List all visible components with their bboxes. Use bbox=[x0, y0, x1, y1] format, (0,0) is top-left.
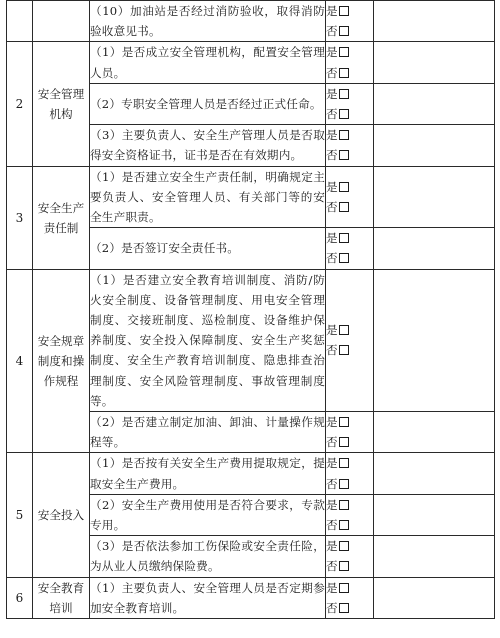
answer-cell bbox=[326, 494, 374, 535]
checkbox-icon[interactable] bbox=[339, 458, 349, 468]
remarks-cell[interactable] bbox=[374, 269, 495, 411]
no-option[interactable] bbox=[326, 145, 373, 165]
yes-label: 是 bbox=[326, 497, 338, 512]
answer-cell bbox=[326, 453, 374, 494]
table-row bbox=[7, 1, 495, 42]
checkbox-icon[interactable] bbox=[339, 500, 349, 510]
no-option[interactable] bbox=[326, 556, 373, 576]
category-label: 安全投入 bbox=[33, 453, 90, 577]
no-label: 否 bbox=[326, 148, 338, 163]
yes-label: 是 bbox=[326, 86, 338, 101]
table-row bbox=[7, 453, 495, 494]
yes-option[interactable] bbox=[326, 320, 373, 340]
check-item-text: （2）专职安全管理人员是否经过正式任命。 bbox=[90, 83, 326, 124]
yes-option[interactable] bbox=[326, 495, 373, 515]
checkbox-icon[interactable] bbox=[339, 68, 349, 78]
checkbox-icon[interactable] bbox=[339, 202, 349, 212]
checkbox-icon[interactable] bbox=[339, 479, 349, 489]
yes-label: 是 bbox=[326, 456, 338, 471]
no-label: 否 bbox=[326, 24, 338, 39]
yes-label: 是 bbox=[326, 323, 338, 338]
remarks-cell[interactable] bbox=[374, 412, 495, 453]
no-label: 否 bbox=[326, 343, 338, 358]
answer-cell bbox=[326, 577, 374, 618]
check-item-text: （2）是否签订安全责任书。 bbox=[90, 228, 326, 269]
checkbox-icon[interactable] bbox=[339, 583, 349, 593]
no-label: 否 bbox=[326, 199, 338, 214]
answer-cell bbox=[326, 412, 374, 453]
answer-cell bbox=[326, 269, 374, 411]
yes-label: 是 bbox=[326, 4, 338, 18]
safety-checklist-table bbox=[6, 0, 495, 619]
answer-cell bbox=[326, 536, 374, 577]
no-option[interactable] bbox=[326, 197, 373, 217]
no-option[interactable] bbox=[326, 432, 373, 452]
checkbox-icon[interactable] bbox=[339, 150, 349, 160]
answer-cell bbox=[326, 228, 374, 269]
remarks-cell[interactable] bbox=[374, 453, 495, 494]
check-item-text: （1）是否建立安全教育培训制度、消防/防火安全制度、设备管理制度、用电安全管理制度、交接班制度、巡检制度、设备维护保养制度、安全投入保障制度、安全生产奖惩制度、安全生产教育培训制度、隐患排查治理制度、安全风险管理制度、事故管理制度等。 bbox=[90, 269, 326, 411]
category-label: 安全规章制度和操作规程 bbox=[33, 269, 90, 453]
yes-option[interactable] bbox=[326, 177, 373, 197]
row-number: 5 bbox=[7, 453, 33, 577]
checkbox-icon[interactable] bbox=[339, 561, 349, 571]
checkbox-icon[interactable] bbox=[339, 520, 349, 530]
answer-cell bbox=[326, 42, 374, 83]
remarks-cell[interactable] bbox=[374, 42, 495, 83]
checkbox-icon[interactable] bbox=[339, 417, 349, 427]
remarks-cell[interactable] bbox=[374, 1, 495, 42]
yes-label: 是 bbox=[326, 539, 338, 554]
no-option[interactable] bbox=[326, 474, 373, 494]
answer-cell bbox=[326, 1, 374, 42]
no-label: 否 bbox=[326, 65, 338, 80]
row-number: 2 bbox=[7, 42, 33, 166]
checkbox-icon[interactable] bbox=[339, 253, 349, 263]
checkbox-icon[interactable] bbox=[339, 345, 349, 355]
remarks-cell[interactable] bbox=[374, 166, 495, 228]
no-label: 否 bbox=[326, 107, 338, 122]
checkbox-icon[interactable] bbox=[339, 437, 349, 447]
yes-option[interactable] bbox=[326, 453, 373, 473]
table-row bbox=[7, 577, 495, 618]
yes-option[interactable] bbox=[326, 1, 373, 21]
yes-label: 是 bbox=[326, 415, 338, 430]
check-item-text: （1）主要负责人、安全管理人员是否定期参加安全教育培训。 bbox=[90, 577, 326, 618]
checkbox-icon[interactable] bbox=[339, 109, 349, 119]
remarks-cell[interactable] bbox=[374, 83, 495, 124]
checkbox-icon[interactable] bbox=[339, 47, 349, 57]
checkbox-icon[interactable] bbox=[339, 325, 349, 335]
yes-label: 是 bbox=[326, 128, 338, 143]
category-label: 安全管理机构 bbox=[33, 42, 90, 166]
checkbox-icon[interactable] bbox=[339, 26, 349, 36]
no-option[interactable] bbox=[326, 515, 373, 535]
remarks-cell[interactable] bbox=[374, 494, 495, 535]
check-item-text: （10）加油站是否经过消防验收，取得消防验收意见书。 bbox=[90, 1, 326, 42]
no-option[interactable] bbox=[326, 104, 373, 124]
table-row bbox=[7, 166, 495, 228]
yes-option[interactable] bbox=[326, 84, 373, 104]
yes-label: 是 bbox=[326, 580, 338, 595]
no-option[interactable] bbox=[326, 63, 373, 83]
no-label: 否 bbox=[326, 476, 338, 491]
no-option[interactable] bbox=[326, 340, 373, 360]
no-label: 否 bbox=[326, 518, 338, 533]
row-number: 6 bbox=[7, 577, 33, 618]
table-row bbox=[7, 269, 495, 411]
check-item-text: （2）安全生产费用使用是否符合要求，专款专用。 bbox=[90, 494, 326, 535]
yes-label: 是 bbox=[326, 231, 338, 246]
yes-option[interactable] bbox=[326, 412, 373, 432]
checkbox-icon[interactable] bbox=[339, 233, 349, 243]
checkbox-icon[interactable] bbox=[339, 603, 349, 613]
yes-option[interactable] bbox=[326, 42, 373, 62]
yes-option[interactable] bbox=[326, 125, 373, 145]
category-label: 安全生产责任制 bbox=[33, 166, 90, 269]
category-label bbox=[33, 1, 90, 42]
yes-label: 是 bbox=[326, 179, 338, 194]
check-item-text: （2）是否建立制定加油、卸油、计量操作规程等。 bbox=[90, 412, 326, 453]
check-item-text: （1）是否成立安全管理机构，配置安全管理人员。 bbox=[90, 42, 326, 83]
no-option[interactable] bbox=[326, 21, 373, 41]
answer-cell bbox=[326, 125, 374, 166]
checkbox-icon[interactable] bbox=[339, 130, 349, 140]
remarks-cell[interactable] bbox=[374, 125, 495, 166]
no-option[interactable] bbox=[326, 248, 373, 268]
remarks-cell[interactable] bbox=[374, 228, 495, 269]
no-label: 否 bbox=[326, 435, 338, 450]
checkbox-icon[interactable] bbox=[339, 6, 349, 16]
checklist-body bbox=[7, 1, 495, 619]
yes-label: 是 bbox=[326, 45, 338, 60]
check-item-text: （3）是否依法参加工伤保险或安全责任险，为从业人员缴纳保险费。 bbox=[90, 536, 326, 577]
no-label: 否 bbox=[326, 251, 338, 266]
yes-option[interactable] bbox=[326, 228, 373, 248]
table-row bbox=[7, 42, 495, 83]
remarks-cell[interactable] bbox=[374, 577, 495, 618]
check-item-text: （1）是否按有关安全生产费用提取规定，提取安全生产费用。 bbox=[90, 453, 326, 494]
yes-option[interactable] bbox=[326, 578, 373, 598]
check-item-text: （1）是否建立安全生产责任制，明确规定主要负责人、安全管理人员、有关部门等的安全生产职责。 bbox=[90, 166, 326, 228]
no-option[interactable] bbox=[326, 598, 373, 618]
row-number: 4 bbox=[7, 269, 33, 453]
checkbox-icon[interactable] bbox=[339, 541, 349, 551]
category-label: 安全教育培训 bbox=[33, 577, 90, 618]
yes-option[interactable] bbox=[326, 536, 373, 556]
check-item-text: （3）主要负责人、安全生产管理人员是否取得安全资格证书，证书是否在有效期内。 bbox=[90, 125, 326, 166]
remarks-cell[interactable] bbox=[374, 536, 495, 577]
checkbox-icon[interactable] bbox=[339, 89, 349, 99]
checkbox-icon[interactable] bbox=[339, 182, 349, 192]
no-label: 否 bbox=[326, 559, 338, 574]
row-number: 3 bbox=[7, 166, 33, 269]
no-label: 否 bbox=[326, 600, 338, 615]
row-number bbox=[7, 1, 33, 42]
answer-cell bbox=[326, 83, 374, 124]
answer-cell bbox=[326, 166, 374, 228]
